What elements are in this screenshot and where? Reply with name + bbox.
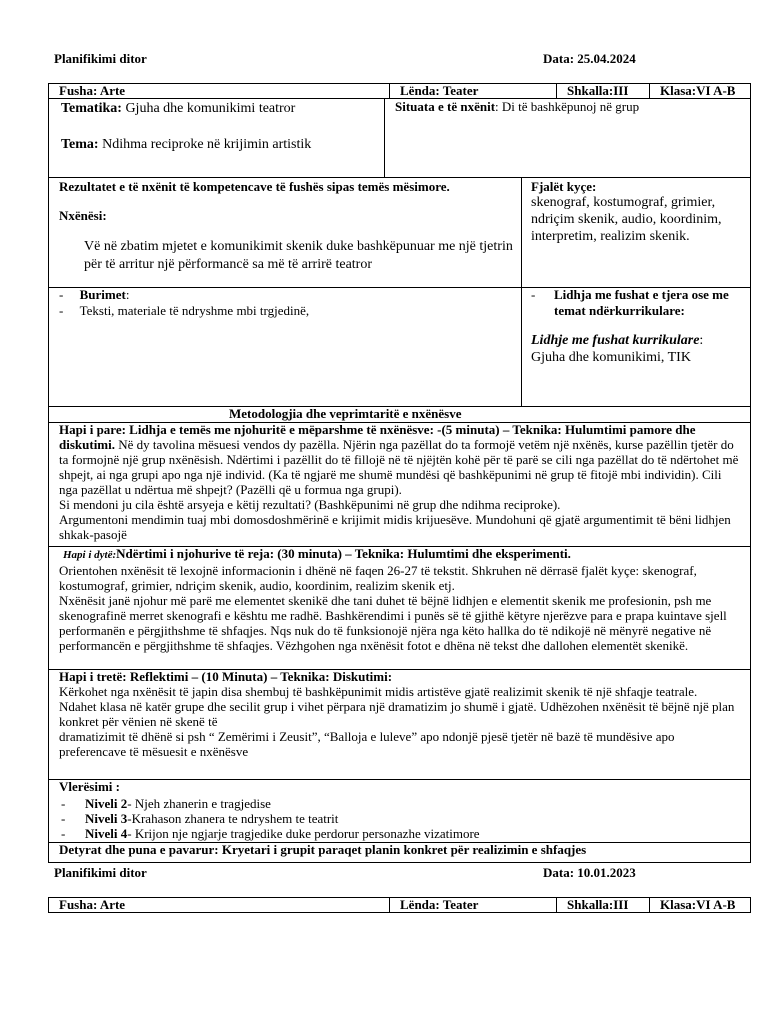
step1-section <box>48 422 751 547</box>
outcomes-section <box>48 177 751 288</box>
assessment-level: Niveli 4 <box>85 826 128 841</box>
step1-argument: Argumentoni mendimin tuaj mbi domosdoshmërinë e krijimit midis krijuesëve. Mundohuni që gjatë argumentimit të bëni lidhjen shkak-pasojë <box>59 512 731 542</box>
theme-line <box>61 137 311 153</box>
resources-label: Burimet <box>79 287 126 302</box>
homework-section: Detyrat dhe puna e pavarur: Kryetari i grupit paraqet planin konkret për realizimin e shfaqjes <box>48 842 751 863</box>
assessment-item <box>59 811 740 826</box>
outcomes-text: Vë në zbatim mjetet e komunikimit skenik duke bashkëpunuar me një tjetrin për të arritur një përformancë sa më të arrirë teatror <box>84 239 513 272</box>
step3-section <box>48 669 751 780</box>
step3-text2: Ndahet klasa në katër grupe dhe secilit grup i vihet përpara një dramatizim jo shumë i gjatë. Udhëzohen nxënësit të bëjnë një plan konkret për vënien në skenë të <box>59 699 735 729</box>
assessment-item <box>59 796 740 811</box>
assessment-text: - Krijon nje ngjarje tragjedike duke perdorur personazhe vizatimore <box>127 826 480 841</box>
curricular-links-line <box>531 333 703 349</box>
page-header-date: Data: 25.04.2024 <box>543 51 636 66</box>
assessment-item <box>59 826 740 841</box>
step1-question: Si mendoni ju cila është arsyeja e këtij rezultati? (Bashkëpunimi në grup dhe ndihma reciproke). <box>59 497 561 512</box>
level-cell: Shkalla:III <box>557 84 650 99</box>
subject-cell: Lënda: Teater <box>390 84 557 99</box>
theme-label: Tema: <box>61 137 99 152</box>
field-cell: Fusha: Arte <box>49 84 390 99</box>
outcomes-title: Rezultatet e të nxënit të kompetencave të fushës sipas temës mësimore. <box>59 179 450 194</box>
page2-subject-header-row <box>48 897 751 913</box>
page2-header-date: Data: 10.01.2023 <box>543 865 636 880</box>
curricular-links-colon: : <box>699 333 704 348</box>
assessment-section <box>48 779 751 843</box>
situation-value: : Di të bashkëpunoj në grup <box>495 99 640 114</box>
resources-item: - Tekstі, materiale të ndryshme mbi trgjedinë, <box>59 303 310 318</box>
curricular-links-label: Lidhje me fushat kurrikulare <box>531 333 700 348</box>
methodology-title: Metodologjia dhe veprimtaritë e nxënësve <box>48 406 751 423</box>
student-label: Nxënësi: <box>59 208 107 223</box>
assessment-text: -Krahason zhanera te ndryshem te teatrit <box>127 811 339 826</box>
resources-item-text: Tekstі, materiale të ndryshme mbi trgjedinë, <box>79 303 310 318</box>
assessment-level: Niveli 3 <box>85 811 128 826</box>
curricular-links-text: Gjuha dhe komunikimi, TIK <box>531 350 691 365</box>
topic-label: Tematika: <box>61 101 122 116</box>
topic-line <box>61 101 295 117</box>
step2-section <box>48 546 751 670</box>
situation-label: Situata e të nxënit <box>395 99 496 114</box>
links-title: Lidhja me fushat e tjera ose me temat ndërkurrikulare: <box>554 287 729 318</box>
step1-text: Në dy tavolina mësuesi vendos dy pazëlla. Njërin nga pazëllat do ta formojë vetëm një nxënës, kurse pazëllin tjetër do ta formojnë një grup nxënësish. Ndërtimi i pazëllit do të fillojë në të njëjtën kohë për të parë se cili nga pazëllat do të ndërtohet më shpejt, ai nga grupi apo nga një individ. (Ka të ngjarë me shumë mundësi që bashkëpunimi në grup të fitojë mbi individin). Cili nga pazëllat u ndërtua më shpejt? (Pazëlli që u formua nga grupi). <box>59 437 739 497</box>
step3-title: Hapi i tretë: Reflektimi – (10 Minuta) – Teknika: Diskutimi: <box>59 669 393 684</box>
subject-header-row <box>48 83 751 99</box>
topic-section <box>48 99 751 178</box>
step1-title: Hapi i pare: Lidhja e temës me njohuritë e mëparshme të nxënësve: -(5 minuta) – Teknika: Hulumtimi pamore dhe diskutimi. <box>59 422 696 452</box>
step2-label: Hapi i dytë: <box>63 549 117 561</box>
page2-header-title: Planifikimi ditor <box>54 865 147 880</box>
resources-line: - Burimet: <box>59 287 130 302</box>
links-block: - Lidhja me fushat e tjera ose me temat ndërkurrikulare: <box>531 287 729 318</box>
page2-field-cell: Fusha: Arte <box>49 898 390 913</box>
assessment-text: - Njeh zhanerin e tragjedise <box>127 796 271 811</box>
page2-class-cell: Klasa:VI A-B <box>650 898 751 913</box>
situation-line <box>395 99 639 115</box>
keywords-text: skenograf, kostumograf, grimier, ndriçim skenik, audio, koordinim, interpretim, realizim skenik. <box>531 195 722 244</box>
page2-level-cell: Shkalla:III <box>557 898 650 913</box>
keywords-title: Fjalët kyçe: <box>531 179 597 194</box>
class-cell: Klasa:VI A-B <box>650 84 751 99</box>
assessment-title: Vlerësimi : <box>59 779 121 794</box>
step3-text3: dramatizimit të dhënë si psh “ Zemërimi i Zeusit”, “Balloja e luleve” apo ndonjë pjesë tjetër në bazë të mundësive apo preferencave të mësuesit e nxënësve <box>59 729 675 759</box>
theme-value: Ndihma reciproke në krijimin artistik <box>98 137 312 152</box>
step2-text2: Nxënësit janë njohur më parë me elementet skenikë dhe tani duhet të bëjnë lidhjen e elementit skenik me profesionin, psh me skenografinë merret skenografi e kështu me radhë. Bashkërendimi i punës së të gjithë këtyre njerëzve para e prapa kuintave sjell performanën e përgjithshme të shfaqjes. Nqs nuk do të funksionojë njëra nga këto hallka do të ndikojë në mënyrë negative në performancën e përgjithshme të shfaqjes. Vëzhgohen nga nxënësit fotot e dhëna në tekst dhe dallohen elementët skenikë. <box>59 593 727 653</box>
resources-colon: : <box>125 287 130 302</box>
step2-title: Ndërtimi i njohurive të reja: (30 minuta) – Teknika: Hulumtimi dhe eksperimenti. <box>116 546 571 561</box>
topic-value: Gjuha dhe komunikimi teatror <box>121 101 296 116</box>
page-header-title: Planifikimi ditor <box>54 51 147 66</box>
step2-text1: Orientohen nxënësit të lexojnë informacionin i dhënë në faqen 26-27 të tekstit. Shkruhen në dërrasë fjalët kyçe: skenograf, kostumograf, grimier, ndriçim skenik, audio, koordinim, realizim skenik etj. <box>59 563 697 593</box>
assessment-level: Niveli 2 <box>85 796 128 811</box>
page2-subject-cell: Lënda: Teater <box>390 898 557 913</box>
step3-text1: Kërkohet nga nxënësit të japin disa shembuj të bashkëpunimit midis artistëve gjatë realizimit skenik të një shfaqje teatrale. <box>59 684 698 699</box>
resources-section <box>48 287 751 407</box>
assessment-list <box>59 796 740 841</box>
